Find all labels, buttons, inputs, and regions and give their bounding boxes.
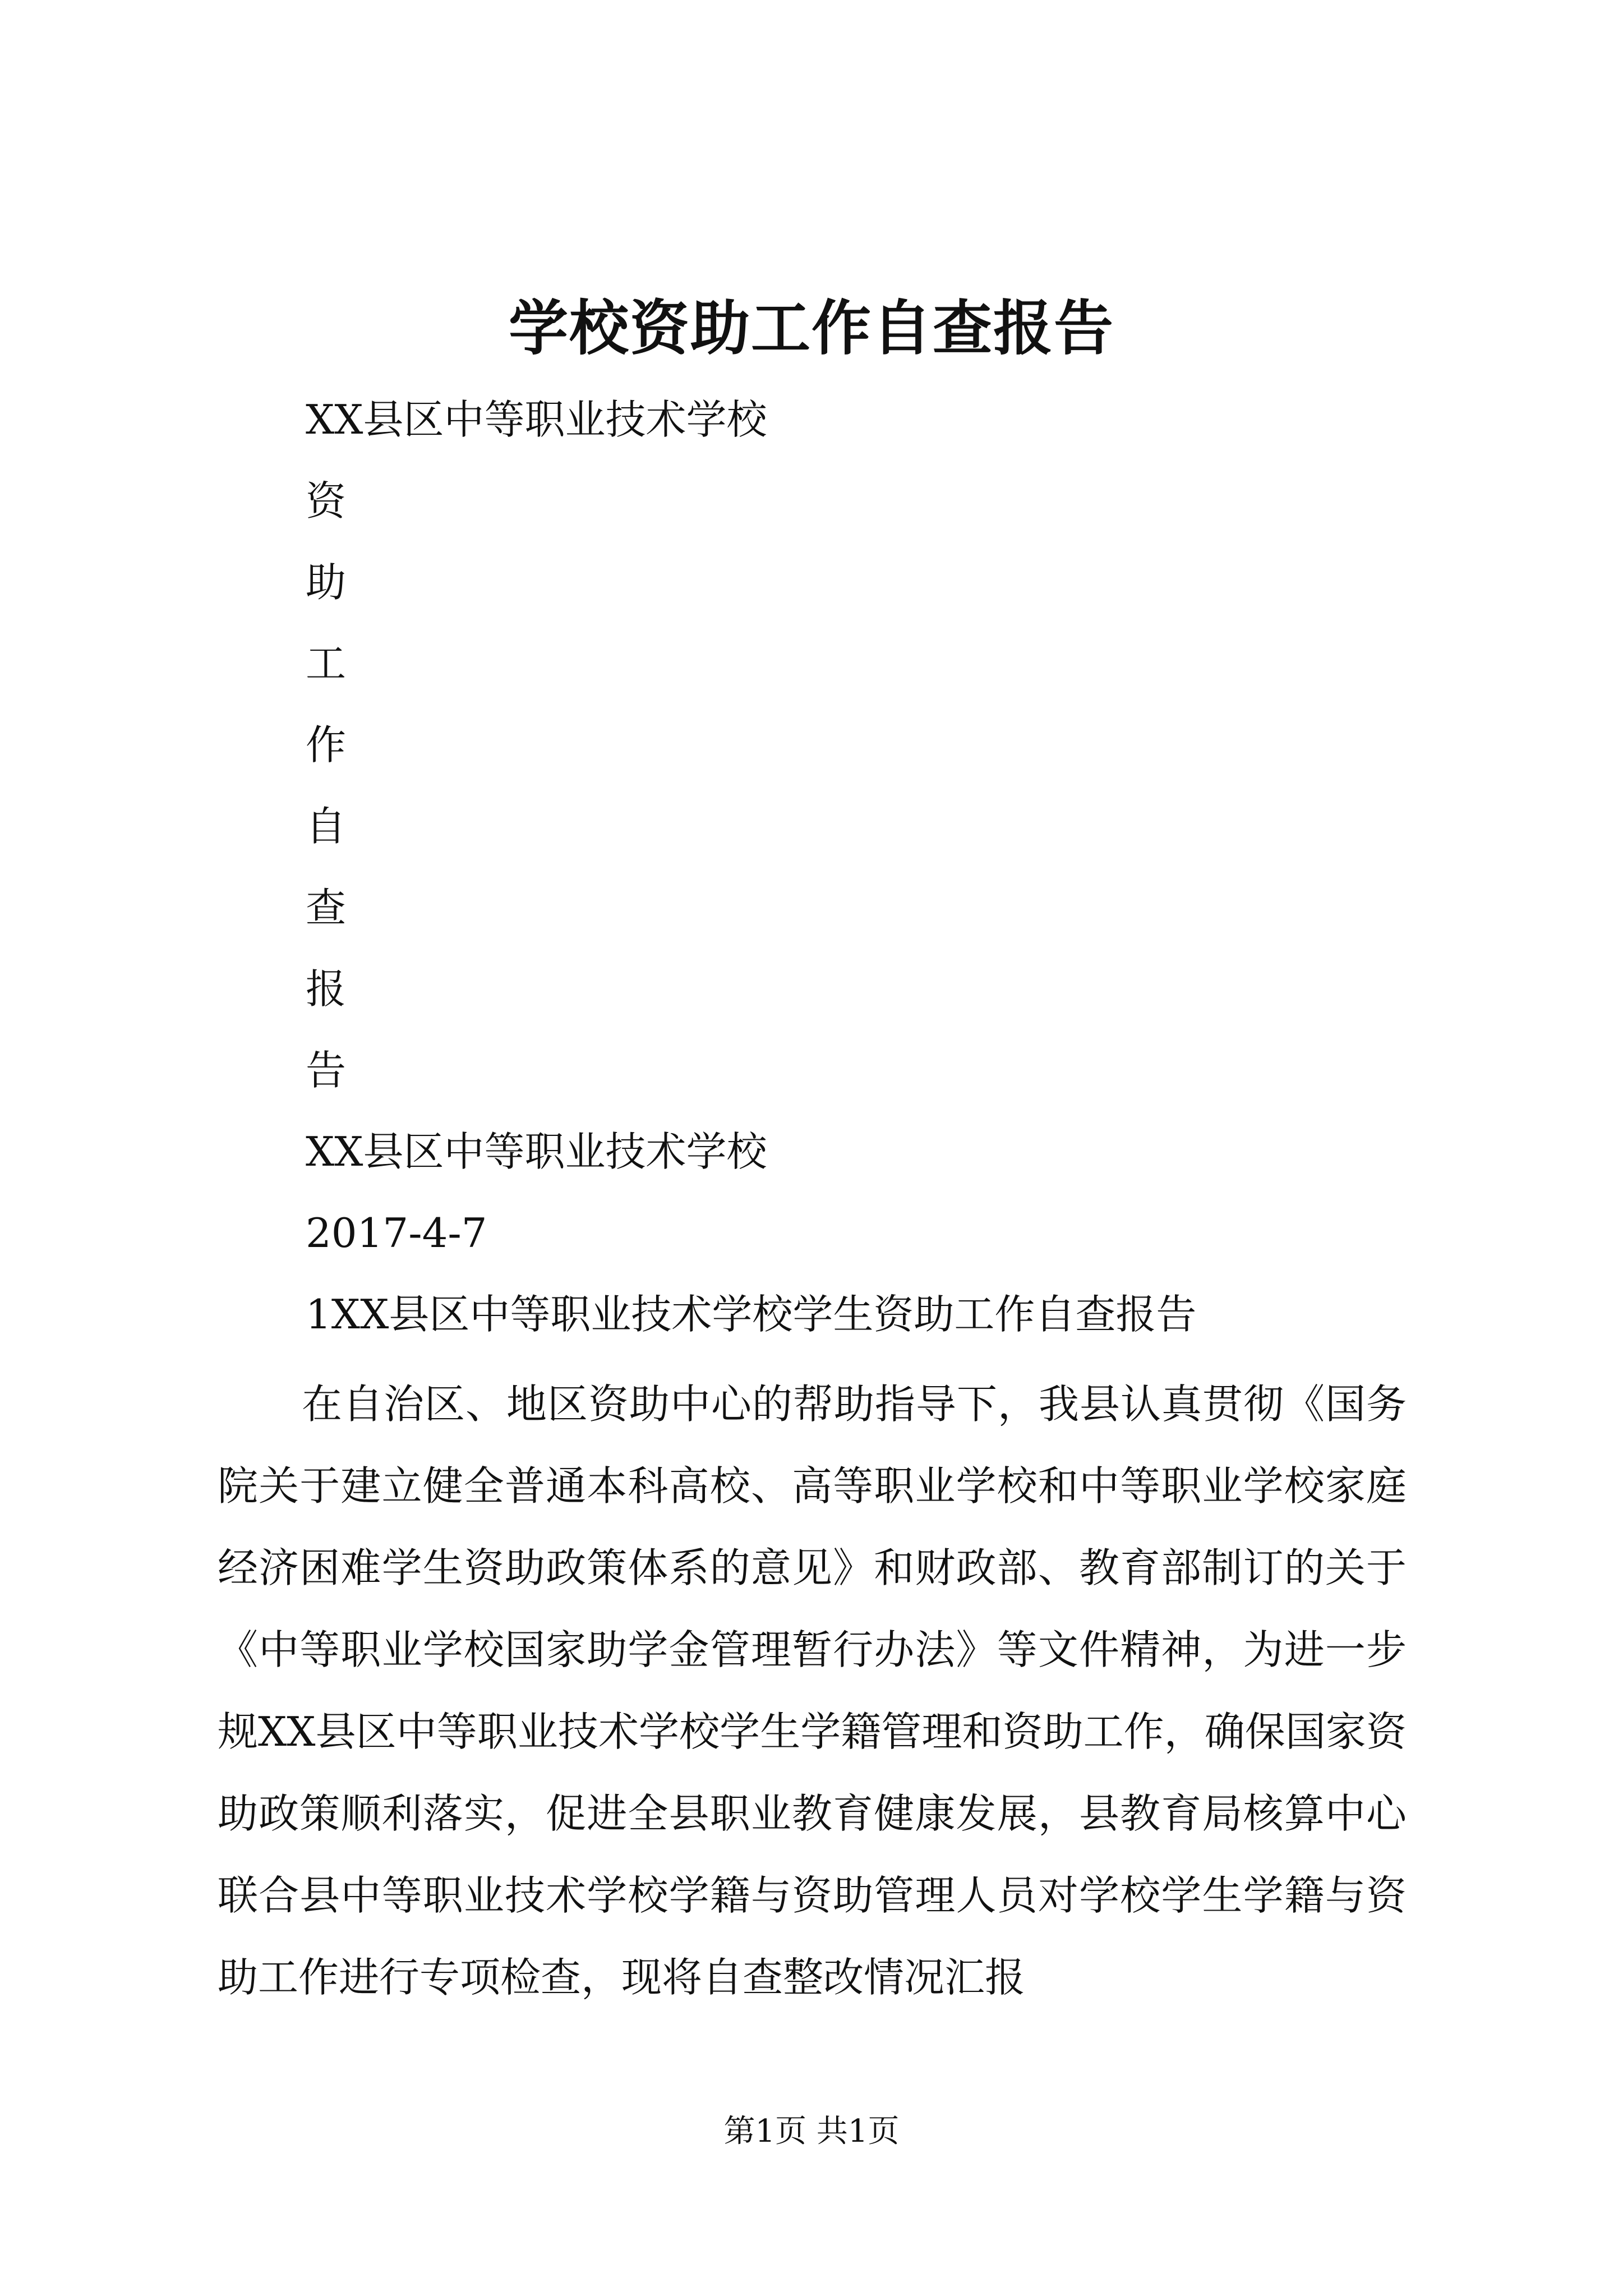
body-paragraph: 在自治区、地区资助中心的帮助指导下，我县认真贯彻《国务院关于建立健全普通本科高校、高等职业学校和中等职业学校家庭经济困难学生资助政策体系的意见》和财政部、教育部制订的关于《中等职业学校国家助学金管理暂行办法》等文件精神，为进一步规XX县区中等职业技术学校学生学籍管理和资助工作，确保国家资助政策顺利落实，促进全县职业教育健康发展，县教育局核算中心联合县中等职业技术学校学籍与资助管理人员对学校学生学籍与资助工作进行专项检查，现将自查整改情况汇报 xyxy=(218,1381,1407,2001)
vertical-title-char: 自 xyxy=(306,803,347,850)
document-title: 学校资助工作自查报告 xyxy=(509,293,1114,363)
vertical-title-char: 工 xyxy=(306,640,347,687)
date-line: 2017-4-7 xyxy=(306,1209,487,1257)
report-subtitle: 1XX县区中等职业技术学校学生资助工作自查报告 xyxy=(306,1291,1197,1338)
page-footer: 第1页 共1页 xyxy=(723,2113,900,2150)
vertical-title-char: 资 xyxy=(306,477,347,524)
body-text xyxy=(218,1363,1407,2018)
vertical-title-char: 查 xyxy=(306,884,347,931)
school-name-line: XX县区中等职业技术学校 xyxy=(306,396,767,443)
vertical-title-char: 助 xyxy=(306,559,347,606)
school-name-line: XX县区中等职业技术学校 xyxy=(306,1128,767,1175)
vertical-title-char: 告 xyxy=(306,1047,347,1094)
vertical-title-char: 作 xyxy=(306,721,347,769)
vertical-title-char: 报 xyxy=(306,965,347,1013)
